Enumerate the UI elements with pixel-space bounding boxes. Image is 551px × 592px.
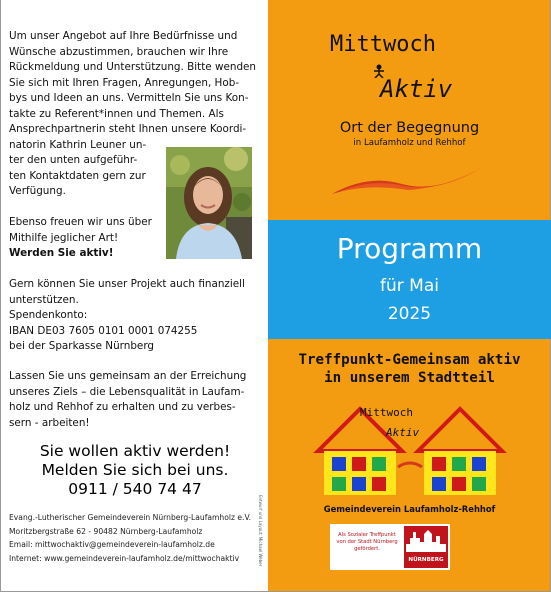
program-title: Programm [336, 232, 483, 265]
text-line: Lassen Sie uns gemeinsam an der Erreichung [9, 370, 247, 382]
help-paragraph [9, 215, 169, 262]
subtitle-main: Ort der Begegnung [339, 120, 480, 136]
text-line: Rückmeldung und Unterstützung. Bitte wenden [9, 61, 257, 73]
text-line: Verfügung. [9, 185, 66, 197]
house-logo-title-line1: Mittwoch [360, 406, 413, 419]
text-line: bei der Sparkasse Nürnberg [9, 340, 155, 352]
logo-title-line2: Aktiv [380, 75, 453, 103]
website-line: Internet: www.gemeindeverein-laufamholz.de/mittwochaktiv [9, 553, 240, 563]
association-line: Evang.-Lutherischer Gemeindeverein Nürnberg-Laufamholz e.V. [9, 513, 252, 522]
text-line: Mithilfe jeglicher Art! [9, 231, 119, 244]
callout-line: Melden Sie sich bei uns. [41, 461, 229, 479]
text-line: takte zu Referent*innen und Themen. Als [9, 107, 224, 120]
iban-line: IBAN DE03 7605 0101 0001 074255 [9, 324, 198, 337]
logo-title-line1: Mittwoch [330, 32, 436, 57]
contact-callout [1, 442, 269, 499]
text-line: Ansprechpartnerin steht Ihnen unsere Koordi- [9, 123, 247, 135]
email-line: Email: mittwochaktiv@gemeindeverein-laufamholz.de [9, 540, 215, 549]
swoosh-icon [328, 160, 488, 200]
left-panel [0, 0, 268, 592]
phone-number: 0911 / 540 74 47 [68, 480, 202, 498]
program-band [268, 220, 551, 339]
text-line: holz und Rehhof zu erhalten und zu verbes- [9, 401, 236, 413]
text-line: bys und Ideen an uns. Vermitteln Sie uns Kon- [9, 92, 249, 104]
program-year: 2025 [387, 304, 432, 324]
coordinator-photo [166, 147, 252, 259]
funding-badge [330, 524, 450, 570]
call-to-action-bold: Werden Sie aktiv! [9, 247, 114, 259]
tagline-line: Treffpunkt-Gemeinsam aktiv [298, 352, 521, 368]
text-line: ten Kontaktdaten gern zur [9, 169, 146, 182]
right-panel [268, 0, 551, 592]
association-name: Gemeindeverein Laufamholz-Rehhof [323, 504, 496, 514]
program-month: für Mai [380, 276, 439, 296]
text-line: Sie sich mit Ihren Fragen, Anregungen, Hob- [9, 76, 240, 89]
castle-skyline-icon [404, 526, 448, 556]
portrait-image [166, 147, 252, 259]
text-line: unterstützen. [9, 293, 79, 306]
text-line: Gern können Sie unser Projekt auch finanziell [9, 278, 245, 290]
text-line: natorin Kathrin Leuner un- [9, 138, 147, 151]
tagline [268, 351, 551, 387]
city-name: NÜRNBERG [408, 557, 444, 563]
text-line: Um unser Angebot auf Ihre Bedürfnisse und [9, 30, 238, 42]
goal-paragraph [9, 369, 269, 431]
contact-footer [9, 511, 251, 565]
funding-note: Als Sozialer Treffpunkt von der Stadt Nürnberg gefördert. [336, 532, 398, 552]
text-line: Spendenkonto: [9, 309, 88, 321]
text-line: unseres Ziels – die Lebensqualität in Laufam- [9, 385, 245, 398]
donation-paragraph [9, 277, 269, 355]
text-line: Wünsche abzustimmen, brauchen wir Ihre [9, 45, 229, 58]
city-emblem [404, 526, 448, 568]
house-logo-title-line2: Aktiv [386, 426, 420, 439]
layout-credit: Entwurf und Layout: Michael Weber [258, 495, 263, 567]
text-line: Ebenso freuen wir uns über [9, 216, 152, 228]
tagline-line: in unserem Stadtteil [324, 370, 495, 386]
text-line: sern - arbeiten! [9, 416, 90, 429]
subtitle-location: in Laufamholz und Rehhof [353, 138, 466, 148]
address-line: Moritzbergstraße 62 - 90482 Nürnberg-Laufamholz [9, 526, 203, 536]
callout-line: Sie wollen aktiv werden! [39, 442, 231, 460]
text-line: ter den unten aufgeführ- [9, 154, 138, 166]
